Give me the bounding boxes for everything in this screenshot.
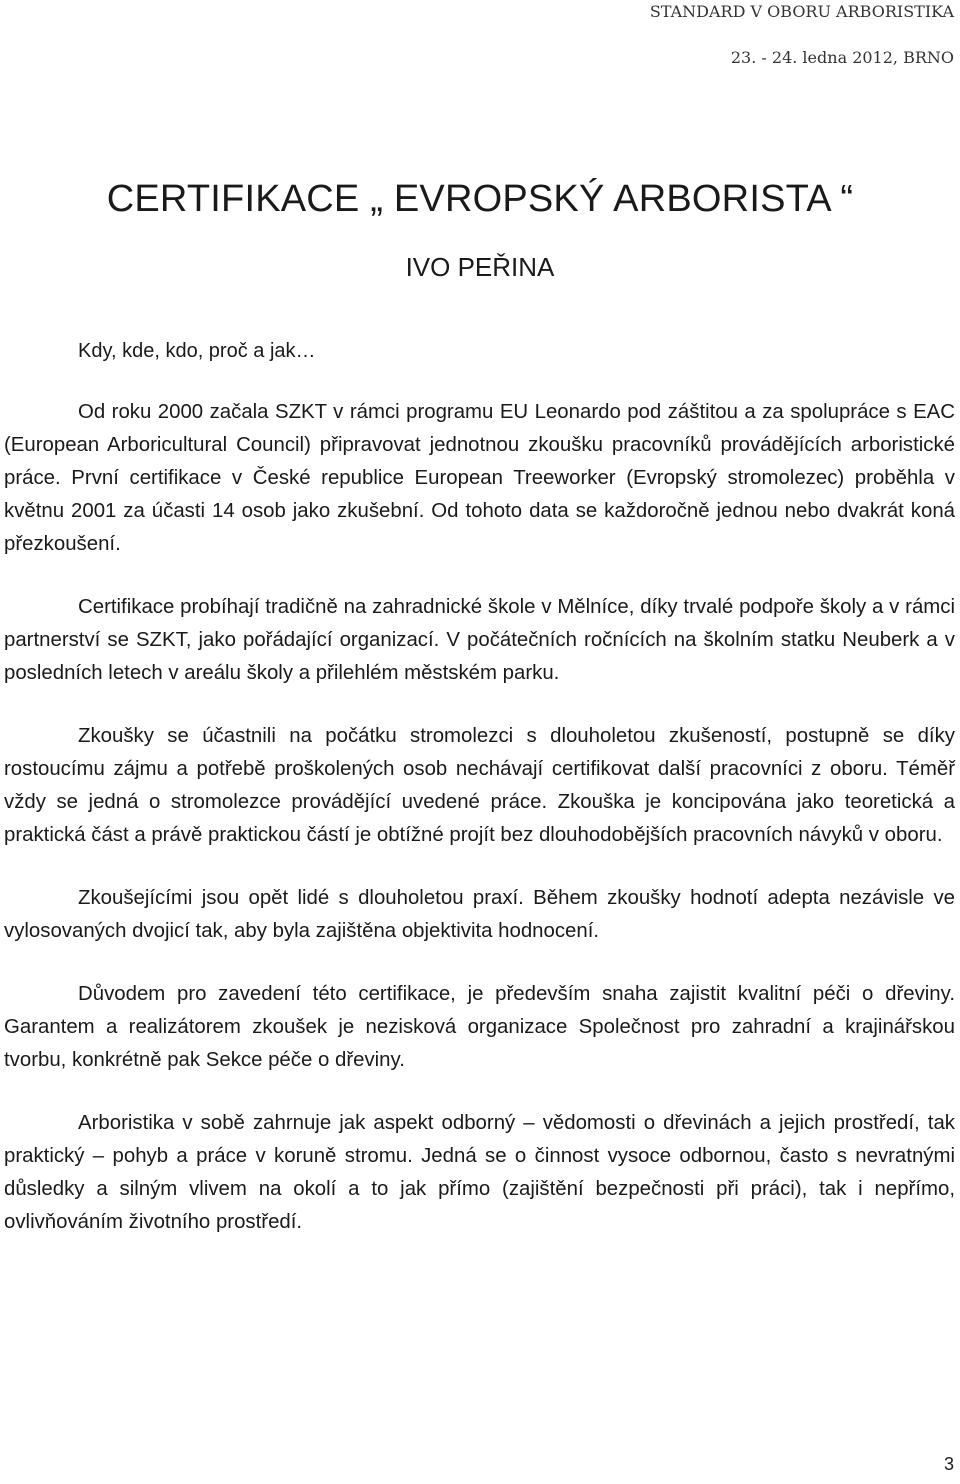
section-subheading: Kdy, kde, kdo, proč a jak…	[78, 340, 316, 362]
header-event-date: 23. - 24. ledna 2012, BRNO	[730, 48, 954, 67]
body-text	[4, 396, 955, 1269]
document-title: CERTIFIKACE „ EVROPSKÝ ARBORISTA “	[106, 178, 854, 220]
paragraph: Od roku 2000 začala SZKT v rámci programu EU Leonardo pod záštitou a za spolupráce s EAC (European Arboricultural Council) připravovat jednotnou zkoušku pracovníků provádějících arboristické práce. První certifikace v České republice European Treeworker (Evropský stromolezec) proběhla v květnu 2001 za účasti 14 osob jako zkušební. Od tohoto data se každoročně jednou nebo dvakrát koná přezkoušení.	[4, 401, 955, 555]
page-number: 3	[943, 1454, 954, 1474]
paragraph: Arboristika v sobě zahrnuje jak aspekt odborný – vědomosti o dřevinách a jejich prostředí, tak praktický – pohyb a práce v koruně stromu. Jedná se o činnost vysoce odbornou, často s nevratnými důsledky a silným vlivem na okolí a to jak přímo (zajištění bezpečnosti při práci), tak i nepřímo, ovlivňováním životního prostředí.	[4, 1112, 955, 1233]
paragraph: Zkoušejícími jsou opět lidé s dlouholetou praxí. Během zkoušky hodnotí adepta nezávisle ve vylosovaných dvojicí tak, aby byla zajištěna objektivita hodnocení.	[4, 887, 955, 942]
paragraph: Zkoušky se účastnili na počátku stromolezci s dlouholetou zkušeností, postupně se díky rostoucímu zájmu a potřebě proškolených osob nechávají certifikovat další pracovníci z oboru. Téměř vždy se jedná o stromolezce provádějící uvedené práce. Zkouška je koncipována jako teoretická a praktická část a právě praktickou částí je obtížné projít bez dlouhodobějších pracovních návyků v oboru.	[4, 725, 955, 846]
paragraph: Certifikace probíhají tradičně na zahradnické škole v Mělníce, díky trvalé podpoře školy a v rámci partnerství se SZKT, jako pořádající organizací. V počátečních ročnících na školním statku Neuberk a v posledních letech v areálu školy a přilehlém městském parku.	[4, 596, 955, 684]
header-event-title: STANDARD V OBORU ARBORISTIKA	[649, 2, 954, 21]
paragraph: Důvodem pro zavedení této certifikace, je především snaha zajistit kvalitní péči o dřeviny. Garantem a realizátorem zkoušek je nezisková organizace Společnost pro zahradní a krajinářskou tvorbu, konkrétně pak Sekce péče o dřeviny.	[4, 983, 955, 1071]
author-name: IVO PEŘINA	[405, 252, 555, 282]
